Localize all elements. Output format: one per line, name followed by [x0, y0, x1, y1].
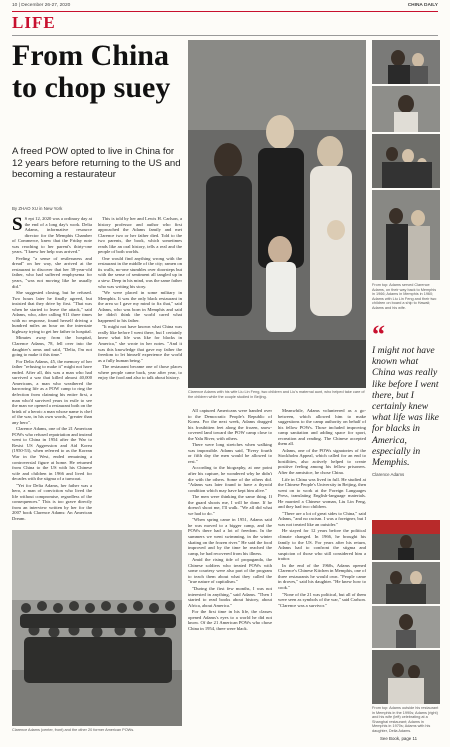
paragraph: S ept 12, 2020 was a ordinary day at the end of a long day's work. Delia Adams, informative resource director for the Memphis Chamber of Commerce, knew that the Friday note was reaching to her parent's thirty-one years. "I knew her help was arrived." — [12, 216, 92, 255]
sidebar-photo-2-image — [372, 86, 440, 132]
sidebar-photo-5-image — [372, 520, 440, 560]
paragraph: Life in China was lived in full. He studied at the Chinese People's University in Beijing, then went on to work at the Foreign Languages Press, translating English-language materials. He married a Chinese woman, Liu Lin Feng, and they had two children. — [278, 476, 366, 510]
family-photo-image — [188, 40, 366, 388]
deck: A freed POW opted to live in China for 12 years before returning to the US and becoming a restaurateur — [12, 146, 181, 181]
paragraph: The restaurant became one of those places where people came back, year after year, to enjoy the food and also to talk about history. — [98, 364, 182, 381]
paragraph: Minutes away from the hospital, Clarence Adams, 78, fell over into the daughter's arms and said, "Delia, I'm not going to make it this time." — [12, 335, 92, 358]
sidebar-photo-6-image — [372, 562, 440, 604]
paragraph: All captured Americans were handed over to the Democratic People's Republic of Korea. For the next week, Adams dragged his frostbitten feet along the frozen, snow-covered land toward the POW camp close to the Yalu River, with others. — [188, 408, 272, 441]
continued-link[interactable]: See Book, page 11 — [380, 736, 418, 741]
sidebar-photo-4-image — [372, 190, 440, 280]
paragraph: For Delia Adams, 45, the memory of her father "refusing to make it" might not have ended. After all, this was a man who had survived a war that killed almost 40,000 Americans, a man who weathered the harrowing life as a POW camp to ring the defection from claiming his entire first, a man who'd survived years in exile to see the man we opened a restaurant both on the brink of a heroic a man whose name is chef of the war, in his own words, "greater than any hero". — [12, 358, 92, 425]
paragraph: There were long stretches when walking was impossible. Adams said, "Every fourth or fifth day the men would be allowed to rest." — [188, 442, 272, 464]
body-column-1 — [12, 216, 92, 525]
section-title: LIFE — [12, 13, 56, 32]
paragraph: "Yet for Delia Adams, her father was a hero, a man of conviction who lived the life without compromise, regardless of the consequences." This is too grave directly from an interview written by her for the 2007 book Clarence Adams: An American Dream. — [12, 482, 92, 521]
body-column-3 — [188, 408, 272, 746]
body-column-2 — [98, 216, 182, 525]
sidebar-caption-top: From top: Adams served Clarence Adams, on their way back to Memphis in 1966; Adams in Memphis in 1960; Adams with Liu Lin Feng and their two children on board a ship to Hawaii; Adams and his wife. — [372, 283, 437, 310]
paragraph: Clarence Adams, one of the 21 American POWs who refused repatriation and instead went to China in 1954 after the War to Resist US Aggression and Aid Korea (1950-53), when referred to as the Korean War in the West, ended remaining a controversial figure at home. He returned from China to the US with his Chinese wife and children in 1966 and lived for decades with the stigma of a turncoat. — [12, 426, 92, 482]
header-rule — [12, 11, 438, 12]
pull-quote-attribution: Clarence Adams — [372, 472, 405, 478]
paragraph: "During the first few months, I was not interested in anything," said Adams. "Then I started to read books about history, about Africa, about America." — [188, 585, 272, 608]
pull-quote — [372, 320, 440, 478]
sidebar-photo-8-image — [372, 650, 440, 704]
paragraph: She suggested closing, but he refused. Two hours later he finally agreed, but insisted that they drive by first. "That was when he started to leave the attack," said Adams, who, after calling 911 three times with no response, found herself driving a hundred miles an hour on the interstate highway trying to get her father to hospital. — [12, 290, 92, 334]
publication-name: CHINA DAILY — [407, 3, 438, 8]
paragraph: Meanwhile, Adams volunteered as a go-between, which allowed him to make suggestions to the camp authority on behalf of his fellow POWs. Those included improving camp sanitation and adding space for sport, recreation and reading. The Chinese accepted them all. — [278, 408, 366, 447]
sidebar-photo-1-image — [372, 40, 440, 84]
paragraph: For the first time in his life, the classes opened Adams's eyes to a world he did not know. Of the 21 American POWs who chose China in 1954, three were black. — [188, 609, 272, 631]
quotation-mark-icon: “ — [372, 320, 385, 349]
sidebar-photo-8 — [372, 650, 440, 704]
paragraph: "When spring came in 1951, Adams said he was moved to a bigger camp, and the POWs there had a lot of freedom. In the summers we went swimming, in the winter skating on the frozen river." He said the food improved and by the time he reached the camp, he had recovered from his illness. — [188, 517, 272, 556]
sidebar-photo-4 — [372, 190, 440, 280]
body-column-4 — [278, 408, 366, 734]
byline: By ZHAO XU in New York — [12, 206, 63, 211]
paragraph: In the end of the 1960s, Adams opened Clarence's Chinese Kitchen in Memphis, one of three restaurants he would own. "People came in droves," said his daughter. "He knew how to cook." — [278, 562, 366, 590]
sidebar-photo-2 — [372, 86, 440, 132]
paragraph: Adams, one of the POWs signatories of the Stockholm Appeal, which called for an end to hostilities, also actively helped to create positive feeling among his fellow prisoners. After the armistice, he chose China. — [278, 447, 366, 476]
paragraph: "There are a lot of great sides to China," said Adams, "and no racism. I was a foreigner, but I was not treated like an outsider." — [278, 510, 366, 527]
paragraph: According to the biography, at one point after his capture, he wondered why he didn't die with the others. Some of the others did. "Adams was later found to have a thyroid condition which may have kept him alive." — [188, 465, 272, 493]
headline: From China to chop suey — [12, 39, 171, 104]
sidebar-photo-1 — [372, 40, 440, 84]
group-photo — [12, 530, 182, 726]
paragraph: One would find anything wrong with the restaurant in the middle of the city; ramen on its walls, no-one stumbles over doorsteps but with the sense of sentiment all tangled up in a stew. Deep in his mind, was the same father who was writing his story. — [98, 255, 182, 289]
paragraph: He stayed for 12 years before the political climate changed. In 1966, he brought his family to the US. For years after his return, Adams had to confront the stigma and suspicion of those who still considered him a traitor. — [278, 528, 366, 562]
sidebar-photo-3 — [372, 134, 440, 188]
paragraph: This is told by her and Lewis H. Carlson, a history professor and author who first approached the Adams family and met Clarence two or her father died. Told to the two parents, the book, which sometimes reads like an oral history, tells a real and the people of both worlds. — [98, 216, 182, 255]
paragraph: Feeling "a sense of restlessness and dread" on her way, she arrived at the restaurant to discover that her 38-year-old father, who had suffered emphysema for years, "was not moving like he usually did." — [12, 255, 92, 289]
paragraph: "None of the 21 was political, but all of them were seen as symbols of the war," said Carlson. "Clarence was a survivor." — [278, 591, 366, 608]
group-photo-caption: Clarence Adams (center, front) and the other 20 former American POWs. — [12, 728, 135, 732]
pull-quote-text: I might not have known what China was really like before I went there, but I certainly knew what life was like for blacks in America, especially in Memphis. — [372, 345, 439, 469]
section-rule — [12, 35, 438, 36]
paragraph: "We were placed in some military in Memphis. It was the only black restaurant in the area so I gave my mind to fix that," said Adams, who was born in Memphis and said he didn't think the world cared what happened to his father. — [98, 290, 182, 323]
paragraph: Amid the rising tide of propaganda, the Chinese soldiers who treated POWs with some courtesy were also part of the program to teach them about what they called the "true nature of capitalism." — [188, 557, 272, 585]
paragraph: "It might not have known what China was really like before I went there, but I certainly knew what life was like for blacks in America," she wrote in her notes. "And it was this knowledge that gave my father the freedom to let himself experience the world as a fully human being." — [98, 324, 182, 363]
sidebar-photo-7-image — [372, 606, 440, 648]
issue-date: 10 | December 26-27, 2020 — [12, 3, 71, 8]
drop-cap: S — [12, 216, 23, 235]
paragraph: The men were thinking the same thing. If the guard shoots me, I will be done. If he doesn't shoot me, I'll walk. "We all did what we had to do." — [188, 494, 272, 516]
sidebar-photo-7 — [372, 606, 440, 648]
family-photo — [188, 40, 366, 388]
group-photo-image — [12, 530, 182, 726]
sidebar-photo-3-image — [372, 134, 440, 188]
sidebar-photo-6 — [372, 562, 440, 604]
sidebar-caption-bottom: From top: Adams outside his restaurant in Memphis in the 1990s; Adams (right) and his wife (left) celebrating at a Shanghai restaurant; Adams in Memphis in 1970s; Adams with his daughter, Delia Adams. — [372, 706, 439, 733]
center-photo-caption: Clarence Adams with his wife Liu Lin Feng, two children and Liu's maternal aunt, who helped take care of the children while the couple studied in Beijing. — [188, 390, 365, 399]
sidebar-photo-5 — [372, 520, 440, 560]
